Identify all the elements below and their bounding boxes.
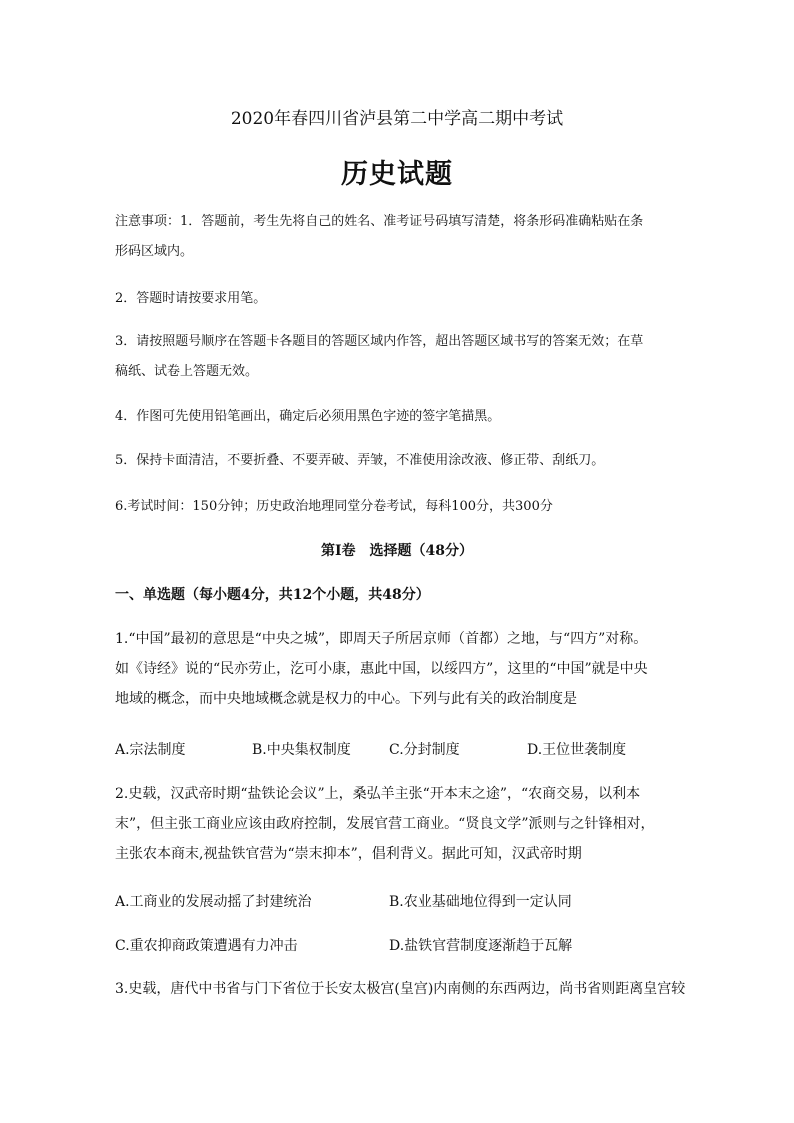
question-line: 1.“中国”最初的意思是“中央之城”，即周天子所居京师（首都）之地，与“四方”对称。 (115, 631, 648, 647)
question-line: 2.史载，汉武帝时期“盐铁论会议”上，桑弘羊主张“开本末之途”，“农商交易，以利本 (115, 786, 641, 802)
exam-title: 2020年春四川省泸县第二中学高二期中考试 (230, 109, 564, 129)
question-3: 3.史载，唐代中书省与门下省位于长安太极宫(皇宫)内南侧的东西两边，尚书省则距离皇宫较 (115, 981, 686, 997)
option-c: C.分封制度 (389, 742, 460, 758)
question-line: 主张农本商末,视盐铁官营为“崇末抑本”，倡利背义。据此可知，汉武帝时期 (115, 846, 582, 862)
notice-item (115, 327, 685, 387)
question-line: 地域的概念，而中央地域概念就是权力的中心。下列与此有关的政治制度是 (115, 691, 577, 707)
option-c: C.重农抑商政策遭遇有力冲击 (115, 938, 298, 954)
notice-line: 3．请按照题号顺序在答题卡各题目的答题区域内作答，超出答题区域书写的答案无效；在草 (115, 334, 644, 349)
option-a: A.工商业的发展动摇了封建统治 (115, 894, 312, 910)
part-title: 一、单选题（每小题4分，共12个小题，共48分） (115, 587, 430, 603)
notice-line: 形码区域内。 (115, 244, 194, 259)
section-title: 第I卷 选择题（48分） (320, 543, 474, 559)
notice-item: 6.考试时间：150分钟；历史政治地理同堂分卷考试，每科100分，共300分 (115, 499, 553, 514)
subject-title: 历史试题 (341, 159, 453, 190)
notice-block (115, 207, 685, 267)
option-d: D.盐铁官营制度逐渐趋于瓦解 (389, 938, 573, 954)
question-2 (115, 779, 685, 869)
option-b: B.农业基础地位得到一定认同 (389, 894, 572, 910)
notice-line: 稿纸、试卷上答题无效。 (115, 364, 259, 379)
option-b: B.中央集权制度 (252, 742, 351, 758)
notice-item: 2．答题时请按要求用笔。 (115, 291, 267, 306)
option-a: A.宗法制度 (115, 742, 186, 758)
question-line: 末”，但主张工商业应该由政府控制，发展官营工商业。“贤良文学”派则与之针锋相对， (115, 816, 655, 832)
question-line: 如《诗经》说的“民亦劳止，汔可小康，惠此中国，以绥四方”，这里的“中国”就是中央 (115, 661, 648, 677)
question-1 (115, 624, 685, 714)
notice-line: 注意事项：1．答题前，考生先将自己的姓名、准考证号码填写清楚，将条形码准确粘贴在条 (115, 214, 644, 229)
option-d: D.王位世袭制度 (527, 742, 627, 758)
notice-item: 5．保持卡面清洁，不要折叠、不要弄破、弄皱，不准使用涂改液、修正带、刮纸刀。 (115, 453, 605, 468)
notice-item: 4．作图可先使用铅笔画出，确定后必须用黑色字迹的签字笔描黑。 (115, 409, 501, 424)
